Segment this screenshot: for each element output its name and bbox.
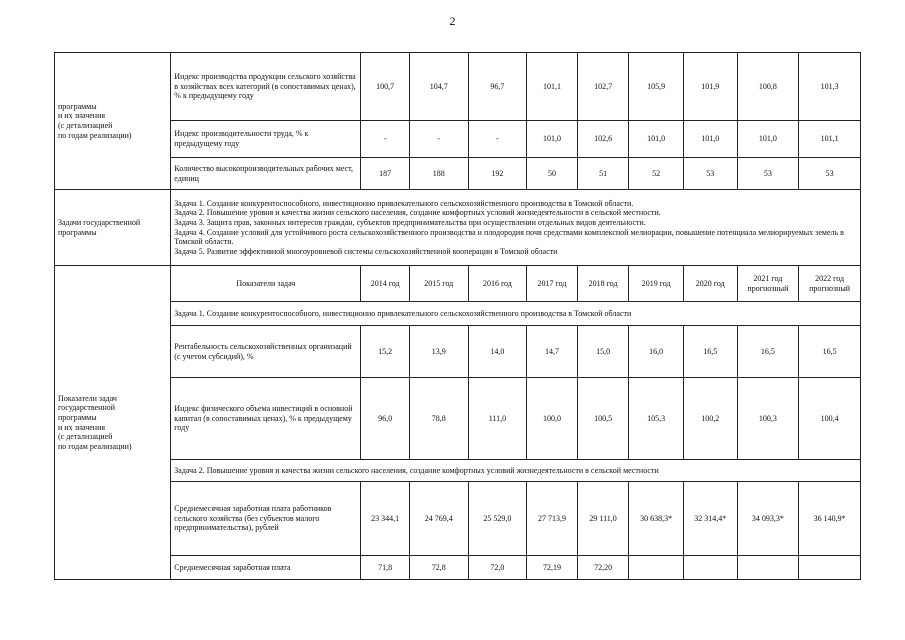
column-header: 2014 год: [361, 266, 410, 302]
value-cell: 111,0: [468, 378, 527, 460]
indicator-name: Среднемесячная заработная плата: [171, 556, 361, 580]
indicator-name: Рентабельность сельскохозяйственных организаций (с учетом субсидий), %: [171, 326, 361, 378]
column-header: 2022 год прогнозный: [799, 266, 861, 302]
value-cell: 14,0: [468, 326, 527, 378]
task-item: Задача 2. Повышение уровня и качества жизни сельского населения, создание комфортных условий жизнедеятельности в сельской местности.: [174, 208, 661, 218]
s2-task-list: [171, 190, 861, 266]
value-cell: 101,9: [683, 53, 737, 121]
value-cell: 50: [527, 158, 578, 190]
value-cell: 100,3: [737, 378, 799, 460]
task1-title: Задача 1. Создание конкурентоспособного, инвестиционно привлекательного сельскохозяйственного производства в Томской области: [171, 302, 861, 326]
value-cell: 15,0: [577, 326, 629, 378]
value-cell: 25 529,0: [468, 482, 527, 556]
task1-row-1: [55, 378, 861, 460]
value-cell: -: [361, 121, 410, 158]
value-cell: 101,1: [799, 121, 861, 158]
column-header: Показатели задач: [171, 266, 361, 302]
value-cell: 16,0: [629, 326, 684, 378]
s1-row-2: [55, 158, 861, 190]
value-cell: 72,19: [527, 556, 578, 580]
value-cell: 34 093,3*: [737, 482, 799, 556]
s1-row-name: Количество высокопроизводительных рабочих мест, единиц: [171, 158, 361, 190]
value-cell: 105,3: [629, 378, 684, 460]
task-item: Задача 4. Создание условий для устойчивого роста сельскохозяйственного производства и плодородия почв средствами комплексной мелиорации, повышение потенциала мелиорируемых земель в Томской области.: [174, 227, 844, 247]
task1-row-0: [55, 326, 861, 378]
page-number: 2: [449, 14, 456, 28]
value-cell: 72,0: [468, 556, 527, 580]
task2-title: Задача 2. Повышение уровня и качества жизни сельского населения, создание комфортных условий жизнедеятельности в сельской местности: [171, 460, 861, 482]
value-cell: 52: [629, 158, 684, 190]
value-cell: 32 314,4*: [683, 482, 737, 556]
indicator-name: Среднемесячная заработная плата работников сельского хозяйства (без субъектов малого предпринимательства), рублей: [171, 482, 361, 556]
s2-row: [55, 190, 861, 266]
s2-label: Задачи государственной программы: [55, 190, 171, 266]
value-cell: 72,20: [577, 556, 629, 580]
s1-row-name: Индекс производства продукции сельского хозяйства в хозяйствах всех категорий (в сопоставимых ценах), % к предыдущему году: [171, 53, 361, 121]
value-cell: 15,2: [361, 326, 410, 378]
value-cell: -: [468, 121, 527, 158]
task-item: Задача 5. Развитие эффективной многоуровневой системы сельскохозяйственной кооперации в Томской области: [174, 246, 558, 256]
task2-row-0: [55, 482, 861, 556]
value-cell: 30 638,3*: [629, 482, 684, 556]
task-item: Задача 1. Создание конкурентоспособного, инвестиционно привлекательного сельскохозяйственного производства в Томской области.: [174, 198, 634, 208]
value-cell: 96,7: [468, 53, 527, 121]
task-item: Задача 3. Защита прав, законных интересов граждан, субъектов предпринимательства при осуществлении отдельных видов деятельности.: [174, 217, 646, 227]
value-cell: [799, 556, 861, 580]
value-cell: -: [409, 121, 468, 158]
value-cell: 100,7: [361, 53, 410, 121]
column-header: 2020 год: [683, 266, 737, 302]
s1-row-name: Индекс производительности труда, % к предыдущему году: [171, 121, 361, 158]
value-cell: 14,7: [527, 326, 578, 378]
value-cell: 100,8: [737, 53, 799, 121]
value-cell: 53: [737, 158, 799, 190]
column-header: 2017 год: [527, 266, 578, 302]
value-cell: 102,6: [577, 121, 629, 158]
value-cell: 192: [468, 158, 527, 190]
value-cell: 100,4: [799, 378, 861, 460]
value-cell: 187: [361, 158, 410, 190]
value-cell: 104,7: [409, 53, 468, 121]
value-cell: 16,5: [683, 326, 737, 378]
indicator-name: Индекс физического объема инвестиций в основной капитал (в сопоставимых ценах), % к предыдущему году: [171, 378, 361, 460]
value-cell: 29 111,0: [577, 482, 629, 556]
value-cell: 23 344,1: [361, 482, 410, 556]
value-cell: 101,0: [527, 121, 578, 158]
task2-title-row: [55, 460, 861, 482]
s1-row-0: [55, 53, 861, 121]
value-cell: 101,3: [799, 53, 861, 121]
value-cell: 16,5: [799, 326, 861, 378]
task2-row-1: [55, 556, 861, 580]
task1-title-row: [55, 302, 861, 326]
value-cell: 36 140,9*: [799, 482, 861, 556]
value-cell: 100,5: [577, 378, 629, 460]
value-cell: [683, 556, 737, 580]
column-header: 2019 год: [629, 266, 684, 302]
value-cell: 101,0: [737, 121, 799, 158]
program-indicators-table: [54, 52, 861, 580]
value-cell: 71,8: [361, 556, 410, 580]
value-cell: 13,9: [409, 326, 468, 378]
value-cell: 101,1: [527, 53, 578, 121]
value-cell: 101,0: [683, 121, 737, 158]
s1-row-1: [55, 121, 861, 158]
s3-header-row: [55, 266, 861, 302]
value-cell: 24 769,4: [409, 482, 468, 556]
value-cell: 78,8: [409, 378, 468, 460]
column-header: 2016 год: [468, 266, 527, 302]
value-cell: 96,0: [361, 378, 410, 460]
value-cell: 27 713,9: [527, 482, 578, 556]
value-cell: 53: [799, 158, 861, 190]
value-cell: 53: [683, 158, 737, 190]
s3-label: Показатели задач государственной программы и их значения (с детализацией по годам реализации): [55, 266, 171, 580]
value-cell: 16,5: [737, 326, 799, 378]
value-cell: 188: [409, 158, 468, 190]
value-cell: 100,0: [527, 378, 578, 460]
value-cell: 102,7: [577, 53, 629, 121]
value-cell: 72,8: [409, 556, 468, 580]
column-header: 2015 год: [409, 266, 468, 302]
s1-label: программы и их значения (с детализацией по годам реализации): [55, 53, 171, 190]
value-cell: 100,2: [683, 378, 737, 460]
value-cell: 105,9: [629, 53, 684, 121]
value-cell: 51: [577, 158, 629, 190]
value-cell: [629, 556, 684, 580]
column-header: 2021 год прогнозный: [737, 266, 799, 302]
value-cell: [737, 556, 799, 580]
value-cell: 101,0: [629, 121, 684, 158]
column-header: 2018 год: [577, 266, 629, 302]
